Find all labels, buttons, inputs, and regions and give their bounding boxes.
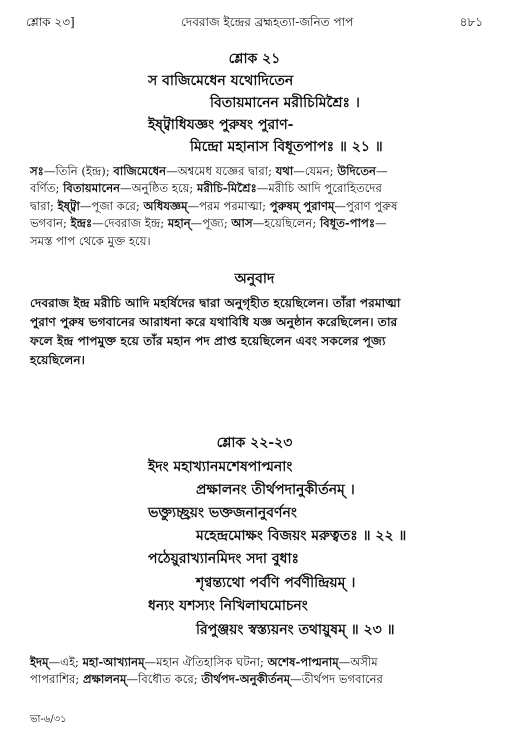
synonyms-21-line bbox=[30, 180, 485, 197]
synonym-word: উদিতেন bbox=[337, 164, 376, 178]
synonym-word: মরীচি-মিশ্রৈঃ bbox=[197, 181, 257, 196]
synonym-meaning: —পুরাণ পুরুষ bbox=[334, 198, 398, 213]
verse-22-line-4: মহেন্দ্রমোক্ষং বিজয়ং মরুত্বতঃ ॥ ২২ ॥ bbox=[196, 528, 407, 544]
synonym-word: পুরুষম্ পুরাণম্ bbox=[269, 198, 335, 213]
synonym-word: ইন্দ্রঃ bbox=[70, 216, 93, 231]
synonym-meaning: —তিনি (ইন্দ্র); bbox=[43, 164, 114, 178]
synonym-meaning: পাপরাশির; bbox=[30, 672, 83, 687]
synonym-word: যথা bbox=[275, 164, 294, 178]
synonym-meaning: —মহান ঐতিহাসিক ঘটনা; bbox=[144, 655, 268, 669]
synonyms-21 bbox=[30, 163, 485, 250]
synonym-meaning: —অসীম bbox=[338, 655, 378, 669]
synonym-meaning: — bbox=[375, 164, 388, 178]
synonym-meaning: —বিধৌত করে; bbox=[126, 672, 202, 687]
synonym-meaning: — bbox=[375, 216, 387, 231]
running-header bbox=[26, 14, 483, 30]
header-page-number: ৪৮১ bbox=[459, 15, 483, 29]
synonym-word: তীর্থপদ-অনুকীর্তনম্ bbox=[201, 672, 291, 687]
synonym-meaning: —পূজ্য; bbox=[190, 216, 232, 231]
verse-21-title: শ্লোক ২১ bbox=[228, 51, 281, 67]
synonym-meaning: —দেবরাজ ইন্দ্র; bbox=[92, 216, 168, 231]
header-verse-ref: শ্লোক ২৩] bbox=[26, 15, 75, 29]
synonym-word: অশেষ-পাপ্মনাম্ bbox=[267, 655, 339, 669]
translation-line: দেবরাজ ইন্দ্র মরীচি আদি মহর্ষিদের দ্বারা অনুগৃহীত হয়েছিলেন। তাঁরা পরমাত্মা bbox=[30, 296, 401, 310]
synonym-word: প্রক্ষালনম্ bbox=[83, 672, 127, 687]
synonym-meaning: দ্বারা; bbox=[30, 198, 58, 213]
synonym-meaning: —হয়েছিলেন; bbox=[252, 216, 320, 231]
synonym-meaning: —পূজা করে; bbox=[79, 198, 144, 213]
synonyms-22-23-line bbox=[30, 654, 485, 671]
verse-23-line-4: রিপুঞ্জয়ং স্বস্ত্যয়নং তথায়ুষম্ ॥ ২৩ ॥ bbox=[196, 622, 395, 638]
verse-23-line-2: শৃণ্বন্ত্যথো পর্বণি পর্বণীন্দ্রিয়ম্ । bbox=[196, 575, 356, 591]
translation-title: অনুবাদ bbox=[234, 271, 275, 287]
synonym-word: সঃ bbox=[30, 164, 44, 178]
verse-22-line-3: ভক্ত্যুচ্ছ্রয়ং ভক্তজনানুবর্ণনং bbox=[148, 505, 297, 521]
synonym-meaning: —অনুষ্ঠিত হয়ে; bbox=[120, 181, 198, 196]
verse-21-line-3: ইষ্ট্বাধিযজ্ঞং পুরুষং পুরাণ- bbox=[148, 117, 294, 133]
synonym-meaning: বর্ণিত; bbox=[30, 181, 64, 196]
synonyms-21-line bbox=[30, 163, 485, 180]
translation-line: পুরাণ পুরুষ ভগবানের আরাধনা করে যথাবিধি যজ্ঞ অনুষ্ঠান করেছিলেন। তার bbox=[30, 315, 398, 329]
synonym-meaning: —যেমন; bbox=[293, 164, 338, 178]
synonym-word: ইষ্ট্বা bbox=[57, 198, 80, 213]
synonyms-22-23-line bbox=[30, 671, 485, 688]
synonym-meaning: —এই; bbox=[48, 655, 83, 669]
synonym-word: বাজিমেধেন bbox=[113, 164, 167, 178]
synonyms-21-line bbox=[30, 198, 485, 215]
synonym-meaning: ভগবান; bbox=[30, 216, 71, 231]
synonym-word: বিধূত-পাপঃ bbox=[319, 216, 375, 231]
synonym-meaning: —পরম পরমাত্মা; bbox=[187, 198, 270, 213]
synonyms-22-23 bbox=[30, 654, 485, 689]
verse-23-line-3: ধন্যং যশস্যং নিখিলাঘমোচনং bbox=[148, 598, 308, 614]
verse-22-23-title: শ্লোক ২২-২৩ bbox=[216, 435, 293, 451]
verse-23-line-1: পঠেয়ুরাখ্যানমিদং সদা বুধাঃ bbox=[148, 551, 300, 567]
header-chapter-title: দেবরাজ ইন্দ্রের ব্রহ্মহত্যা-জনিত পাপ bbox=[181, 15, 354, 29]
synonym-word: ইদম্ bbox=[30, 655, 49, 669]
verse-21-line-2: বিতায়মানেন মরীচিমিশ্রৈঃ । bbox=[210, 95, 360, 111]
verse-21-line-4: মিন্দ্রো মহানাস বিধূতপাপঃ ॥ ২১ ॥ bbox=[190, 139, 383, 155]
translation-text bbox=[30, 294, 485, 370]
verse-22-line-2: প্রক্ষালনং তীর্থপদানুকীর্তনম্ । bbox=[196, 482, 355, 498]
verse-21-line-1: স বাজিমেধেন যথোদিতেন bbox=[148, 73, 294, 89]
synonym-meaning: —মরীচি আদি পুরোহিতদের bbox=[256, 181, 382, 196]
synonym-word: মহান্ bbox=[167, 216, 191, 231]
synonym-word: বিতায়মানেন bbox=[63, 181, 121, 196]
synonym-meaning: —অশ্বমেধ যজ্ঞের দ্বারা; bbox=[166, 164, 276, 178]
synonym-meaning: সমস্ত পাপ থেকে মুক্ত হয়ে। bbox=[30, 233, 151, 248]
synonym-word: মহা-আখ্যানম্ bbox=[82, 655, 145, 669]
translation-line: হয়েছিলেন। bbox=[30, 353, 85, 367]
synonym-word: আস bbox=[231, 216, 253, 231]
verse-22-line-1: ইদং মহাখ্যানমশেষপাপ্মনাং bbox=[148, 459, 293, 475]
translation-line: ফলে ইন্দ্র পাপমুক্ত হয়ে তাঁর মহান পদ প্রাপ্ত হয়েছিলেন এবং সকলের পূজ্য bbox=[30, 334, 386, 348]
footer-signature: ভা-৬/৩১ bbox=[30, 714, 67, 725]
synonym-meaning: —তীর্থপদ ভগবানের bbox=[290, 672, 383, 687]
synonyms-21-line bbox=[30, 233, 485, 250]
synonyms-21-line bbox=[30, 215, 485, 232]
synonym-word: অধিযজ্ঞম্ bbox=[143, 198, 188, 213]
